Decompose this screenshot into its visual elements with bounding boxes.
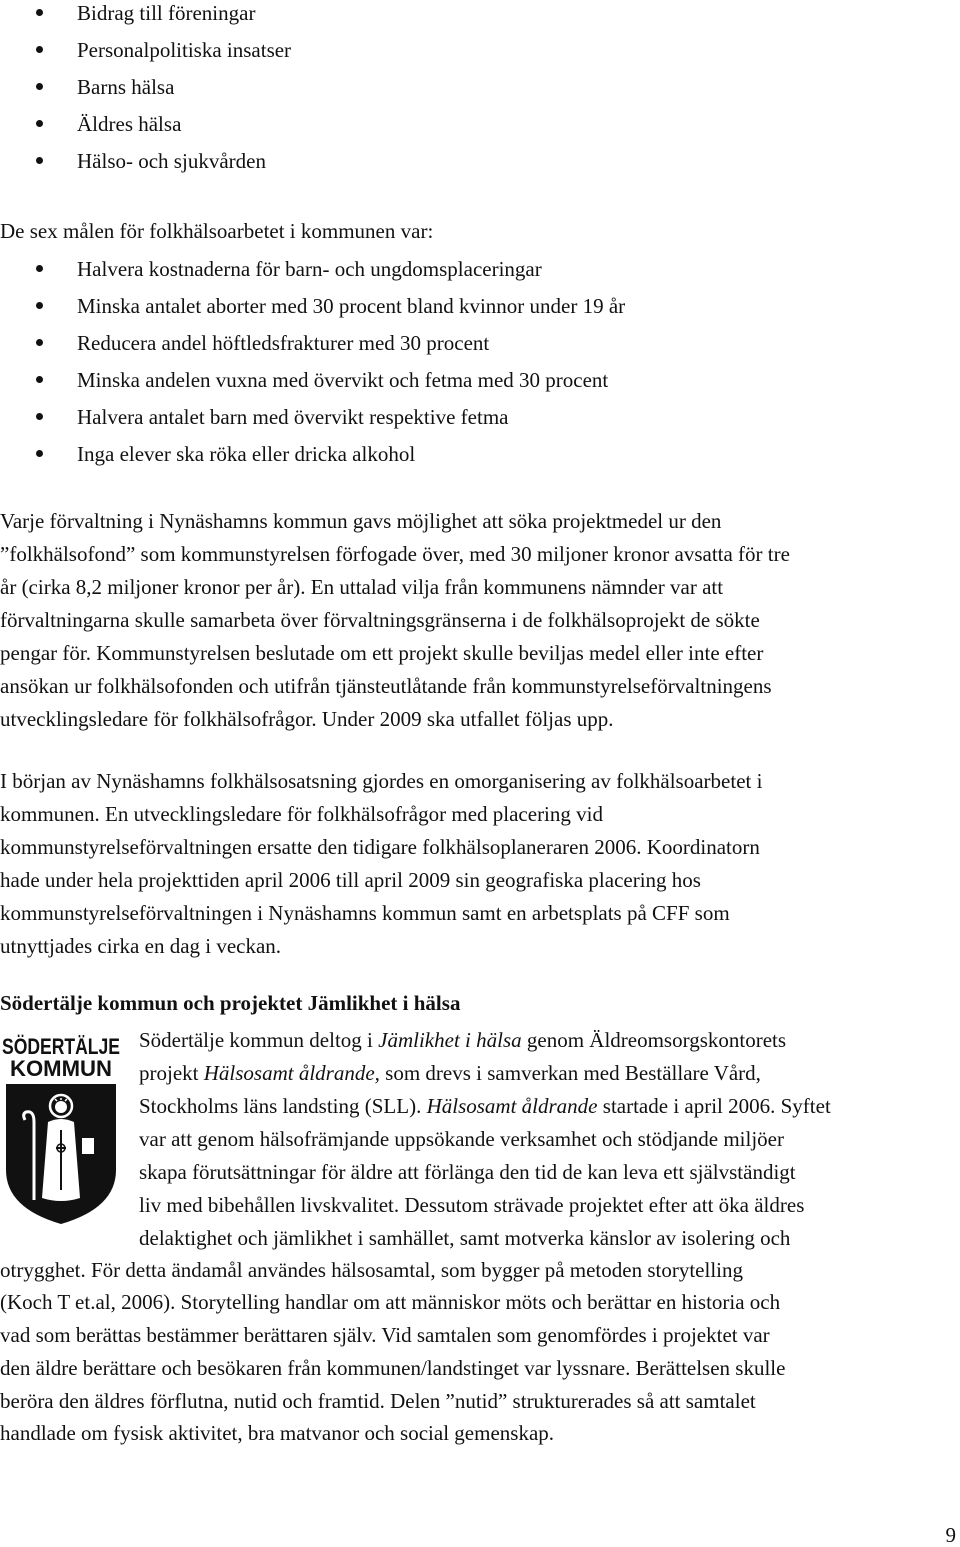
list-item: Barns hälsa xyxy=(0,74,940,111)
bullet-icon xyxy=(36,120,43,127)
bullet-icon xyxy=(36,413,43,420)
list-item: Personalpolitiska insatser xyxy=(0,37,940,74)
goals-intro: De sex målen för folkhälsoarbetet i kommunen var: xyxy=(0,219,434,243)
list-item: Reducera andel höftledsfrakturer med 30 procent xyxy=(0,330,940,367)
list-item: Minska antalet aborter med 30 procent bland kvinnor under 19 år xyxy=(0,293,940,330)
list-item: Hälso- och sjukvården xyxy=(0,148,940,185)
list-item: Minska andelen vuxna med övervikt och fetma med 30 procent xyxy=(0,367,940,404)
list-item: Äldres hälsa xyxy=(0,111,940,148)
document-page: Bidrag till föreningar Personalpolitiska insatser Barns hälsa Äldres hälsa Hälso- och sjukvården De sex målen för folkhälsoarbetet i kommunen var: Halvera kostnaderna för barn- och ungdomsplaceringar Minska antalet aborter med 30 procent bland kvinnor under 19 år Reducera andel höftledsfrakturer med 30 procent Minska andelen vuxna med övervikt och fetma med 30 procent Halvera antalet barn med övervikt respektive fetma Inga elever ska röka eller dricka alkohol Varje förvaltning i Nynäshamns kommun gavs möjlighet att söka projektmedel ur den ”folkhälsofond” som kommunstyrelsen förfogade över, med 30 miljoner kronor avsatta för tre år (cirka 8,2 miljoner kronor per år). En uttalad vilja från kommunens nämnder var att förvaltningarna skulle samarbeta över förvaltningsgränserna i de folkhälsoprojekt de sökte pengar för. Kommunstyrelsen beslutade om ett projekt skulle beviljas medel eller inte efter ansökan ur folkhälsofonden och utifrån tjänsteutlåtande från kommunstyrelseförvaltningens utvecklingsledare för folkhälsofrågor. Under 2009 ska utfallet följas upp. I början av Nynäshamns folkhälsosatsning gjordes en omorganisering av folkhälsoarbetet i kommunen. En utvecklingsledare för folkhälsofrågor med placering vid kommunstyrelseförvaltningen ersatte den tidigare folkhälsoplaneraren 2006. Koordinatorn hade under hela projekttiden april 2006 till april 2009 sin geografiska placering hos kommunstyrelseförvaltningen i Nynäshamns kommun samt en arbetsplats på CFF som utnyttjades cirka en dag i veckan. Södertälje kommun och projektet Jämlikhet i hälsa SÖDERTÄLJE KOMMUN Södertälje kommun deltog i Jämlikhet i hälsa genom Äldreomsorgskontorets projekt Hälsosamt åldrande, som drevs i samverkan med Beställare Vård, Stockholms läns landsting (SLL). Hälsosamt åldrande startade i april 2006. Syftet var att genom hälsofrämjande uppsökande verksamhet och stödjande miljöer skapa förutsättningar för äldre att förlänga den tid de kan leva ett självständigt liv med bibehållen livskvalitet. Dessutom strävade projektet efter att öka äldres delaktighet och jämlikhet i samhället, samt motverka känslor av isolering och otrygghet. För detta ändamål användes hälsosamtal, som bygger på metoden storytelling (Koch T et.al, 2006). Storytelling handlar om att människor möts och berättar en historia och vad som berättas bestämmer berättaren själv. Vid samtalen som genomfördes i projektet var den äldre berättare och besökaren från kommunen/landstinget var lyssnare. Berättelsen skulle beröra den äldres förflutna, nutid och framtid. Delen ”nutid” strukturerades så att samtalet handlade om fysisk aktivitet, bra matvanor och social gemenskap. 9 xyxy=(0,1,956,1547)
list-item: Inga elever ska röka eller dricka alkohol xyxy=(0,441,940,478)
bullet-icon xyxy=(36,83,43,90)
bullet-icon xyxy=(36,157,43,164)
bullet-icon xyxy=(36,339,43,346)
section-heading: Södertälje kommun och projektet Jämlikhet i hälsa xyxy=(0,991,461,1015)
sodertalje-logo xyxy=(0,1030,122,1226)
list-item: Halvera kostnaderna för barn- och ungdomsplaceringar xyxy=(0,256,940,293)
logo-text-bottom: KOMMUN xyxy=(10,1056,112,1081)
list-item: Bidrag till föreningar xyxy=(0,0,940,37)
page-number: 9 xyxy=(945,1523,956,1547)
bullet-icon xyxy=(36,46,43,53)
bullet-icon xyxy=(36,302,43,309)
bullet-icon xyxy=(36,265,43,272)
bullet-icon xyxy=(36,376,43,383)
list-item: Halvera antalet barn med övervikt respektive fetma xyxy=(0,404,940,441)
bullet-icon xyxy=(36,9,43,16)
bullet-icon xyxy=(36,450,43,457)
logo-text-top: SÖDERTÄLJE xyxy=(2,1034,120,1059)
